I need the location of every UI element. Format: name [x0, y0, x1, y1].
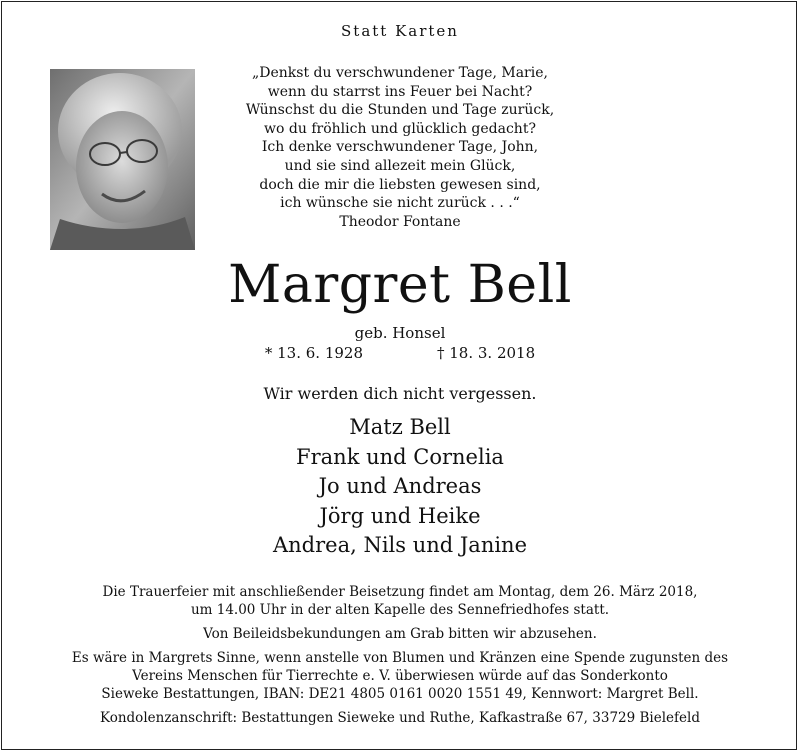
condolence-address: Kondolenzanschrift: Bestattungen Sieweke und Ruthe, Kafkastraße 67, 33729 Bielefeld: [100, 710, 700, 726]
deceased-name: Margret Bell: [228, 255, 572, 315]
birth-date: * 13. 6. 1928: [264, 344, 363, 362]
poem-line: ich wünsche sie nicht zurück . . .“: [280, 195, 520, 212]
notices: [0, 583, 800, 727]
tagline: Wir werden dich nicht vergessen.: [263, 384, 537, 403]
header-text: Statt Karten: [341, 22, 459, 40]
mourner-item: Matz Bell: [349, 415, 451, 439]
mourner-item: Jo und Andreas: [318, 474, 482, 498]
poem: [220, 64, 580, 231]
portrait-photo: [50, 69, 195, 250]
poem-line: Ich denke verschwundener Tage, John,: [261, 139, 539, 156]
mourner-item: Frank und Cornelia: [296, 444, 504, 469]
maiden-name: geb. Honsel: [354, 324, 446, 342]
donation-line: Vereins Menschen für Tierrechte e. V. überwiesen würde auf das Sonderkonto: [132, 668, 668, 684]
poem-line: wo du fröhlich und glücklich gedacht?: [264, 120, 536, 137]
condolence-note: Von Beileidsbekundungen am Grab bitten wir abzusehen.: [203, 626, 597, 642]
poem-line: doch die mir die liebsten gewesen sind,: [259, 176, 541, 193]
poem-line: Wünschst du die Stunden und Tage zurück,: [245, 102, 555, 119]
life-dates: [0, 344, 800, 362]
poem-line: „Denkst du verschwundener Tage, Marie,: [252, 65, 548, 81]
poem-line: wenn du starrst ins Feuer bei Nacht?: [267, 83, 533, 100]
poem-line: und sie sind allezeit mein Glück,: [284, 157, 516, 174]
mourner-item: Andrea, Nils und Janine: [272, 533, 528, 557]
mourner-item: Jörg und Heike: [319, 503, 481, 528]
portrait-image: [50, 69, 195, 250]
death-date: † 18. 3. 2018: [437, 344, 536, 362]
poem-author: Theodor Fontane: [339, 213, 461, 230]
funeral-line: Die Trauerfeier mit anschließender Beisetzung findet am Montag, dem 26. März 2018,: [102, 584, 698, 600]
mourners-list: [0, 413, 800, 561]
donation-line: Sieweke Bestattungen, IBAN: DE21 4805 0161 0020 1551 49, Kennwort: Margret Bell.: [101, 686, 699, 702]
funeral-line: um 14.00 Uhr in der alten Kapelle des Sennefriedhofes statt.: [190, 602, 610, 618]
donation-line: Es wäre in Margrets Sinne, wenn anstelle von Blumen und Kränzen eine Spende zugunsten des: [71, 650, 729, 666]
